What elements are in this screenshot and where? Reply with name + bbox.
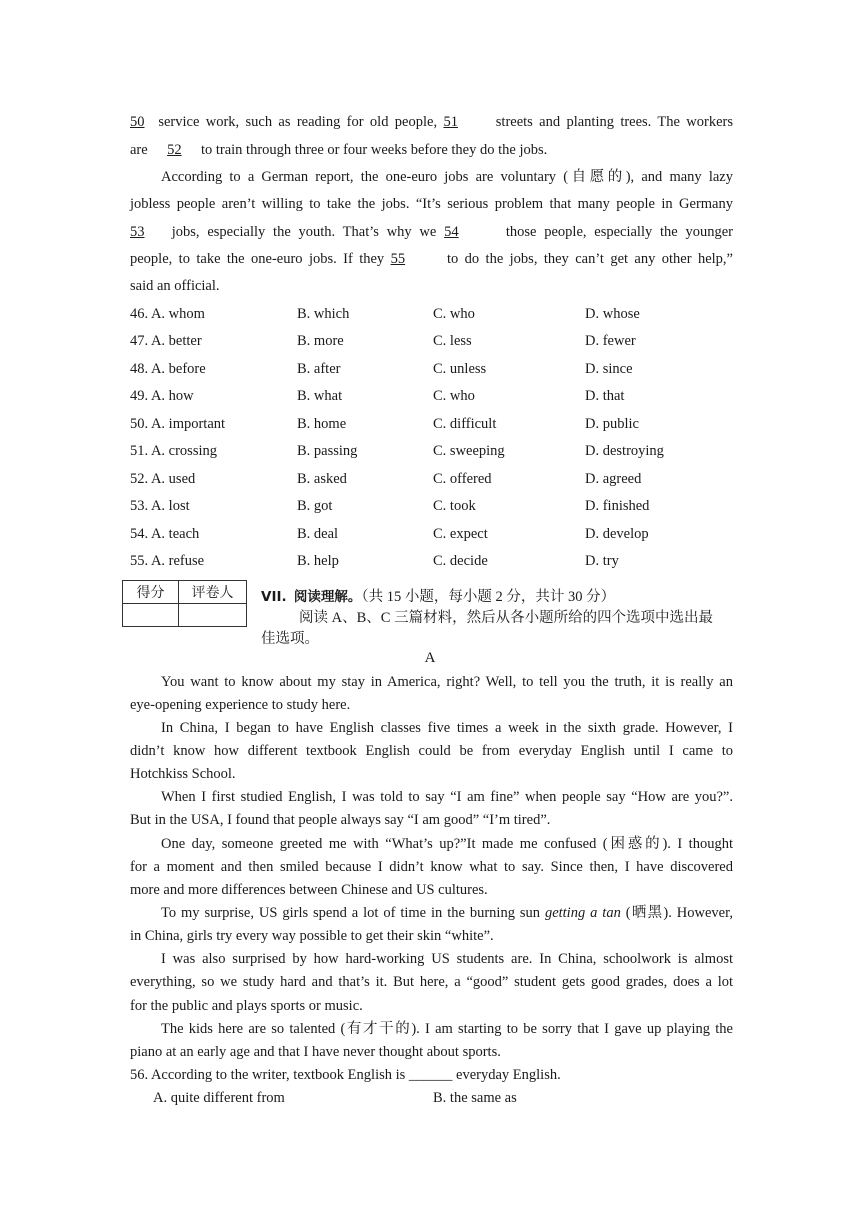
score-cell[interactable] xyxy=(123,604,179,627)
blank-53: 53 xyxy=(130,224,145,240)
blank-54: 54 xyxy=(444,224,459,240)
passage-line: 53 jobs, especially the youth. That’s why we 54 those people, especially the younger xyxy=(130,224,733,240)
passage-line: One day, someone greeted me with “What’s up?”It made me confused (困惑的). I thought xyxy=(161,836,733,852)
option-row: 53. A. lost B. got C. took D. finished xyxy=(130,498,650,514)
blank-52: 52 xyxy=(167,142,182,158)
option-row: 52. A. used B. asked C. offered D. agreed xyxy=(130,471,642,487)
option-row: 55. A. refuse B. help C. decide D. try xyxy=(130,553,619,569)
score-table xyxy=(122,580,247,627)
passage-line: people, to take the one-euro jobs. If they 55 to do the jobs, they can’t get any other help,” xyxy=(130,251,733,267)
passage-line: The kids here are so talented (有才干的). I am starting to be sorry that I gave up playing the xyxy=(161,1021,733,1037)
question-56-option-b[interactable]: B. the same as xyxy=(433,1090,517,1106)
blank-51: 51 xyxy=(443,114,458,130)
passage-line: for a moment and then smiled because I didn’t know what to say. Since then, I have discovered xyxy=(130,859,733,875)
grader-cell[interactable] xyxy=(179,604,247,627)
passage-line: are 52 to train through three or four weeks before they do the jobs. xyxy=(130,142,548,158)
passage-line: I was also surprised by how hard-working US students are. In China, schoolwork is almost xyxy=(161,951,733,967)
italic-phrase: getting a tan xyxy=(544,905,621,921)
passage-line: didn’t know how different textbook English could be from everyday English until I came to xyxy=(130,743,733,759)
passage-line: in China, girls try every way possible to get their skin “white”. xyxy=(130,928,494,944)
option-row: 48. A. before B. after C. unless D. since xyxy=(130,361,633,377)
section-instructions: 阅读 A、B、C 三篇材料，然后从各小题所给的四个选项中选出最 xyxy=(299,610,714,626)
option-row: 49. A. how B. what C. who D. that xyxy=(130,388,625,404)
passage-line: In China, I began to have English classes five times a week in the sixth grade. However, I xyxy=(161,720,733,736)
option-row: 51. A. crossing B. passing C. sweeping D. destroying xyxy=(130,443,664,459)
passage-line: eye-opening experience to study here. xyxy=(130,697,351,713)
grader-header: 评卷人 xyxy=(179,581,247,604)
passage-line: 50 service work, such as reading for old people, 51 streets and planting trees. The workers xyxy=(130,114,733,130)
passage-line: more and more differences between Chinese and US cultures. xyxy=(130,882,488,898)
option-row: 46. A. whom B. which C. who D. whose xyxy=(130,306,640,322)
blank-50: 50 xyxy=(130,114,145,130)
passage-line: To my surprise, US girls spend a lot of time in the burning sun getting a tan (晒黑). However, xyxy=(161,905,733,921)
option-row: 47. A. better B. more C. less D. fewer xyxy=(130,333,636,349)
option-row: 54. A. teach B. deal C. expect D. develop xyxy=(130,526,649,542)
passage-line: You want to know about my stay in America, right? Well, to tell you the truth, it is really an xyxy=(161,674,733,690)
section-instructions-cont: 佳选项。 xyxy=(261,631,319,647)
passage-line: jobless people aren’t willing to take the jobs. “It’s serious problem that many people in Germany xyxy=(130,196,733,212)
passage-line: for the public and plays sports or music. xyxy=(130,998,363,1014)
question-56-stem: 56. According to the writer, textbook English is ______ everyday English. xyxy=(130,1067,561,1083)
blank-55: 55 xyxy=(390,251,406,267)
question-56-option-a[interactable]: A. quite different from xyxy=(153,1090,285,1106)
option-row: 50. A. important B. home C. difficult D. public xyxy=(130,416,639,432)
passage-line: everything, so we study hard and that’s it. But here, a “good” student gets good grades, does a lot xyxy=(130,974,733,990)
passage-line: When I first studied English, I was told to say “I am fine” when people say “How are you?”. xyxy=(161,789,733,805)
passage-line: said an official. xyxy=(130,278,220,294)
passage-label: A xyxy=(424,650,436,666)
section-title: 阅读理解。 xyxy=(293,589,362,605)
passage-line: But in the USA, I found that people always say “I am good” “I’m tired”. xyxy=(130,812,551,828)
passage-line: According to a German report, the one-euro jobs are voluntary (自愿的), and many lazy xyxy=(161,169,733,185)
section-heading: VII. 阅读理解。（共 15 小题，每小题 2 分，共计 30 分） xyxy=(261,589,616,605)
score-header: 得分 xyxy=(123,581,179,604)
passage-line: piano at an early age and that I have never thought about sports. xyxy=(130,1044,501,1060)
passage-line: Hotchkiss School. xyxy=(130,766,236,782)
